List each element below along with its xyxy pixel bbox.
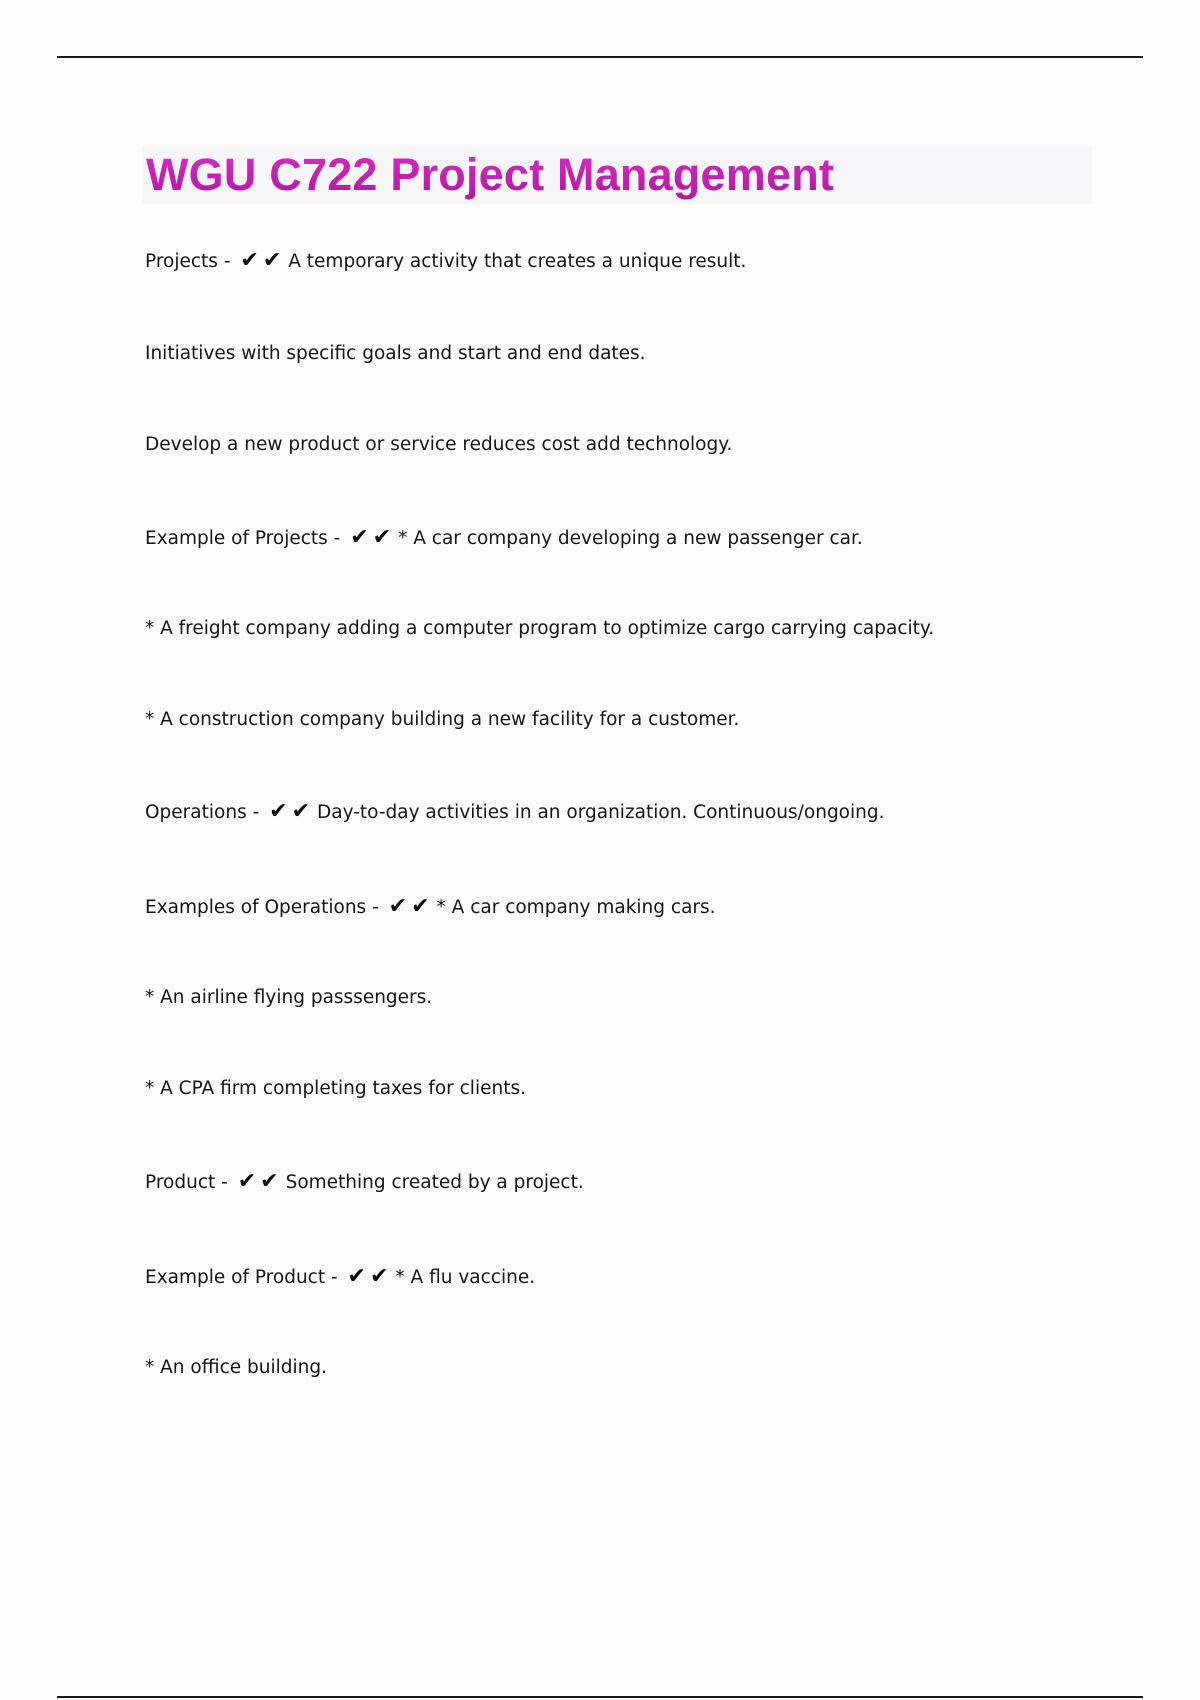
bullet-line: * A CPA firm completing taxes for clients. [145, 1078, 526, 1099]
document-title: WGU C722 Project Management [146, 149, 835, 200]
double-check-icon: ✔✔ [237, 1169, 283, 1194]
term-label: Example of Product - [145, 1267, 338, 1288]
definition-text: * A car company making cars. [436, 897, 716, 918]
definition-text: A temporary activity that creates a unique result. [288, 251, 747, 272]
qa-line-example-of-projects [145, 525, 863, 552]
term-label: Examples of Operations - [145, 897, 379, 918]
double-check-icon: ✔✔ [350, 525, 396, 550]
qa-line-examples-of-operations [145, 894, 716, 921]
double-check-icon: ✔✔ [347, 1264, 393, 1289]
term-label: Example of Projects - [145, 528, 341, 549]
top-rule [57, 56, 1143, 58]
definition-text: * A car company developing a new passenger car. [398, 528, 863, 549]
text-line: Develop a new product or service reduces cost add technology. [145, 434, 733, 455]
term-label: Operations - [145, 802, 260, 823]
bullet-line: * A freight company adding a computer program to optimize cargo carrying capacity. [145, 618, 935, 639]
definition-text: Day-to-day activities in an organization. Continuous/ongoing. [317, 802, 885, 823]
qa-line-product [145, 1169, 584, 1196]
term-label: Product - [145, 1172, 228, 1193]
qa-line-projects [145, 248, 746, 275]
qa-line-operations [145, 799, 885, 826]
bullet-line: * An airline flying passsengers. [145, 987, 433, 1008]
double-check-icon: ✔✔ [269, 799, 315, 824]
bottom-rule [57, 1696, 1143, 1698]
bullet-line: * A construction company building a new facility for a customer. [145, 709, 740, 730]
bullet-line: * An office building. [145, 1357, 328, 1378]
term-label: Projects - [145, 251, 231, 272]
definition-text: Something created by a project. [285, 1172, 584, 1193]
qa-line-example-of-product [145, 1264, 535, 1291]
title-banner [142, 146, 1092, 204]
double-check-icon: ✔✔ [240, 248, 286, 273]
double-check-icon: ✔✔ [388, 894, 434, 919]
text-line: Initiatives with specific goals and start and end dates. [145, 343, 646, 364]
definition-text: * A flu vaccine. [395, 1267, 536, 1288]
